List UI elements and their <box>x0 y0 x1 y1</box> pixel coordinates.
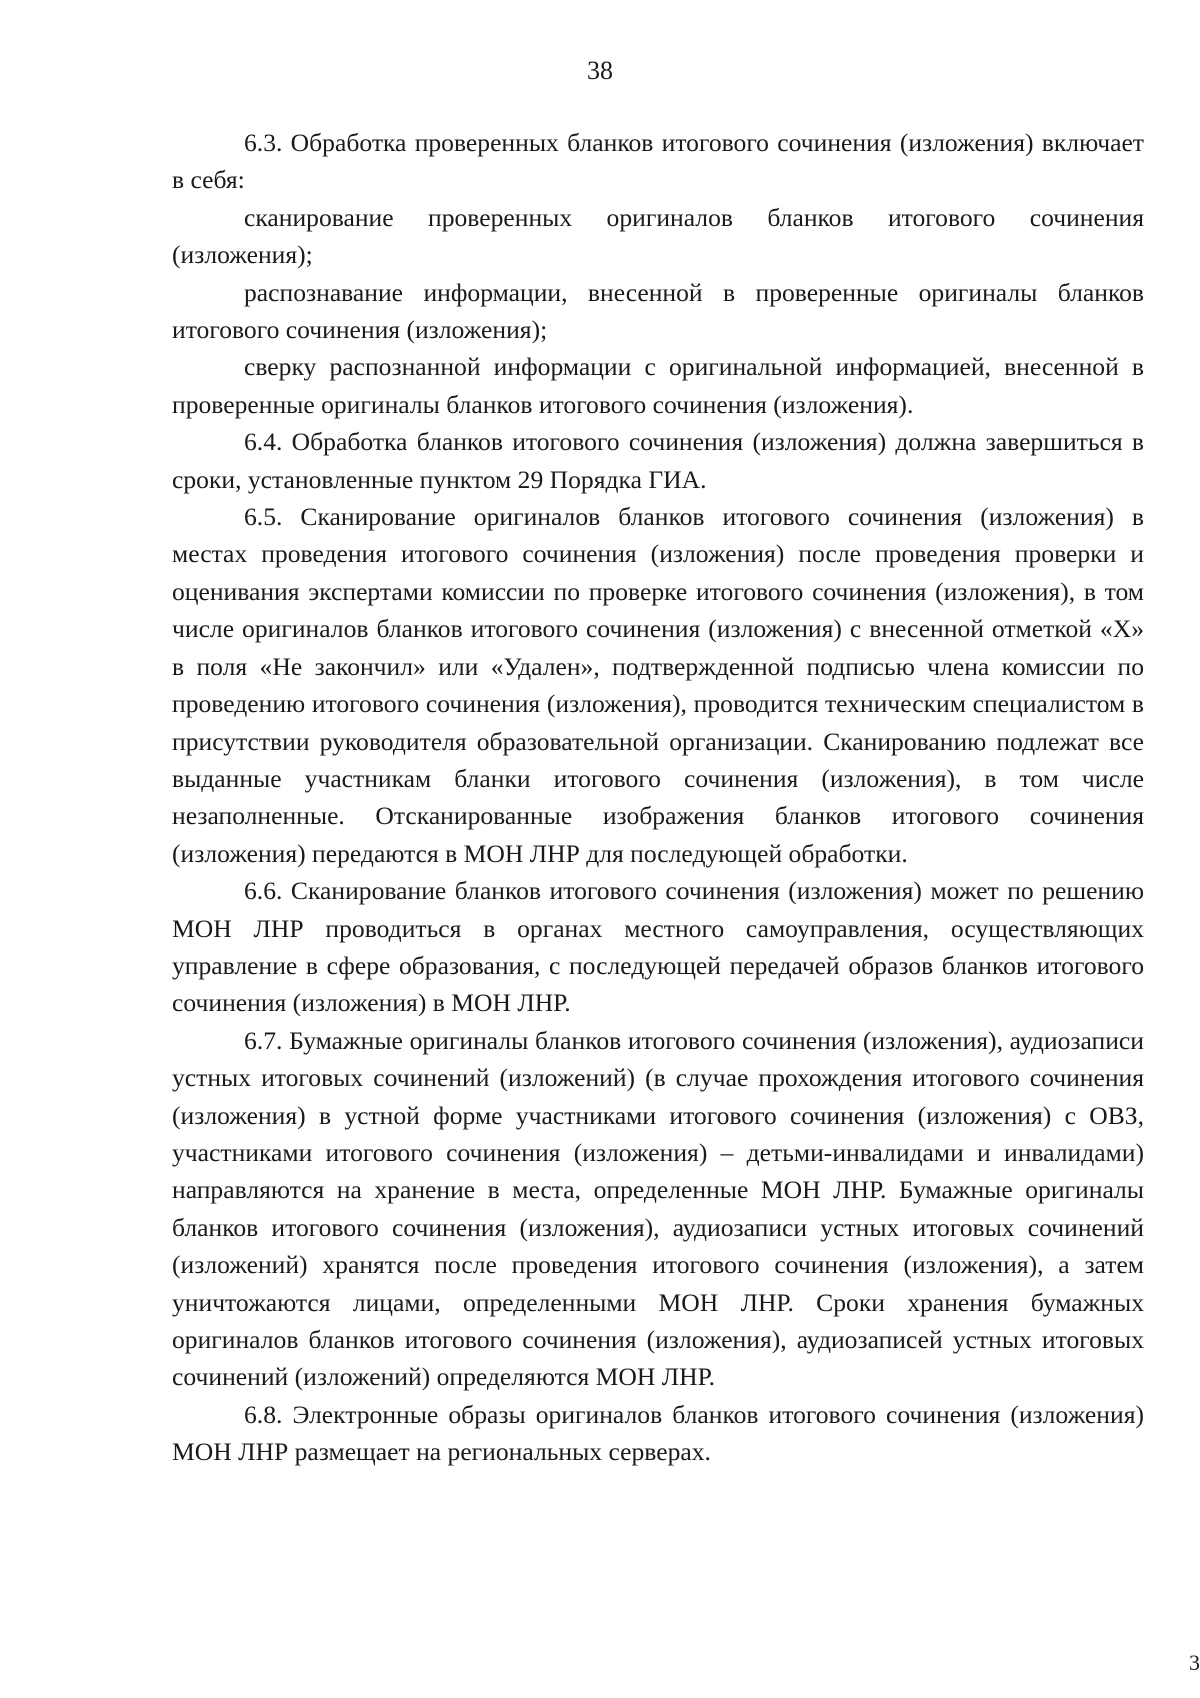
paragraph-6-3: 6.3. Обработка проверенных бланков итогового сочинения (изложения) включает в себя: <box>172 128 1144 195</box>
paragraph-6-3-item-recognition: распознавание информации, внесенной в проверенные оригиналы бланков итогового сочинения (изложения); <box>172 277 1144 345</box>
paragraph-6-3-item-scanning: сканирование проверенных оригиналов бланков итогового сочинения (изложения); <box>172 202 1144 270</box>
document-body <box>172 124 1144 1471</box>
paragraph-6-3-item-verification: сверку распознанной информации с оригинальной информацией, внесенной в проверенные оригиналы бланков итогового сочинения (изложения). <box>172 352 1144 419</box>
paragraph-6-6: 6.6. Сканирование бланков итогового сочинения (изложения) может по решению МОН ЛНР проводиться в органах местного самоуправления, осуществляющих управление в сфере образования, с последующей передачей образов бланков итогового сочинения (изложения) в МОН ЛНР. <box>172 876 1144 1018</box>
page-number: 38 <box>587 56 613 85</box>
paragraph-6-4: 6.4. Обработка бланков итогового сочинения (изложения) должна завершиться в сроки, установленные пунктом 29 Порядка ГИА. <box>172 427 1144 494</box>
paragraph-6-5: 6.5. Сканирование оригиналов бланков итогового сочинения (изложения) в местах проведения итогового сочинения (изложения) после проведения проверки и оценивания экспертами комиссии по проверке итогового сочинения (изложения), в том числе оригиналов бланков итогового сочинения (изложения) с внесенной отметкой «Х» в поля «Не закончил» или «Удален», подтвержденной подписью члена комиссии по проведению итогового сочинения (изложения), проводится техническим специалистом в присутствии руководителя образовательной организации. Сканированию подлежат все выданные участникам бланки итогового сочинения (изложения), в том числе незаполненные. Отсканированные изображения бланков итогового сочинения (изложения) передаются в МОН ЛНР для последующей обработки. <box>172 502 1144 868</box>
paragraph-6-7: 6.7. Бумажные оригиналы бланков итогового сочинения (изложения), аудиозаписи устных итоговых сочинений (изложений) (в случае прохождения итогового сочинения (изложения) в устной форме участниками итогового сочинения (изложения) с ОВЗ, участниками итогового сочинения (изложения) – детьми-инвалидами и инвалидами) направляются на хранение в места, определенные МОН ЛНР. Бумажные оригиналы бланков итогового сочинения (изложения), аудиозаписи устных итоговых сочинений (изложений) хранятся после проведения итогового сочинения (изложения), а затем уничтожаются лицами, определенными МОН ЛНР. Сроки хранения бумажных оригиналов бланков итогового сочинения (изложения), аудиозаписей устных итоговых сочинений (изложений) определяются МОН ЛНР. <box>172 1025 1144 1392</box>
paragraph-6-8: 6.8. Электронные образы оригиналов бланков итогового сочинения (изложения) МОН ЛНР размещает на региональных серверах. <box>172 1399 1144 1467</box>
edge-page-mark: 3 <box>1189 1650 1200 1675</box>
